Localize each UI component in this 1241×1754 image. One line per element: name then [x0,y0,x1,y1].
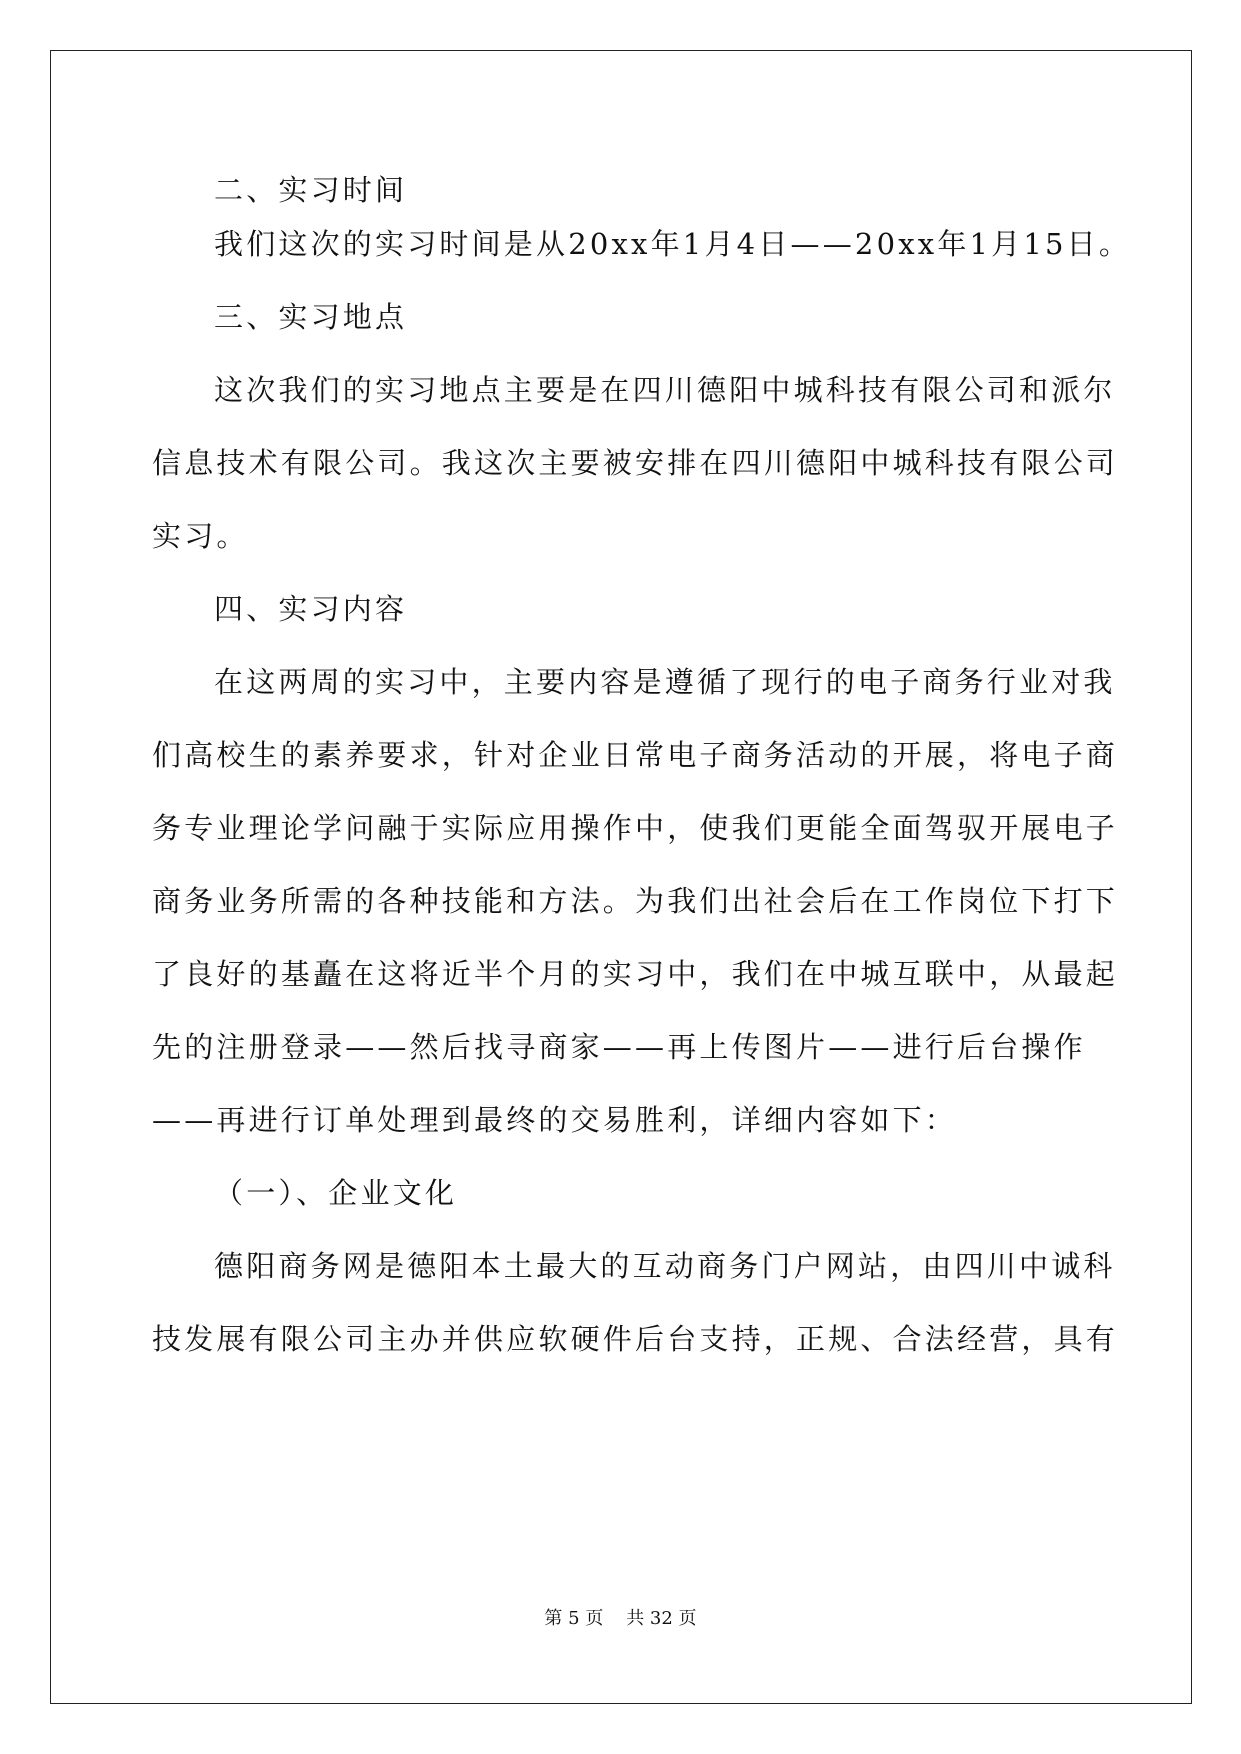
paragraph-line: 实习。 [152,519,249,553]
paragraph-line: 我们这次的实习时间是从20xx年1月4日——20xx年1月15日。 [214,227,1132,261]
paragraph-line: 这次我们的实习地点主要是在四川德阳中城科技有限公司和派尔 [214,373,1116,407]
heading-internship-time: 二、实习时间 [214,173,408,207]
paragraph-line: 务专业理论学问融于实际应用操作中，使我们更能全面驾驭开展电子 [152,811,1119,845]
paragraph-line: 德阳商务网是德阳本土最大的互动商务门户网站，由四川中诚科 [214,1249,1116,1283]
paragraph-line: 商务业务所需的各种技能和方法。为我们出社会后在工作岗位下打下 [152,884,1119,918]
paragraph-line: 在这两周的实习中，主要内容是遵循了现行的电子商务行业对我 [214,665,1116,699]
paragraph-line: ——再进行订单处理到最终的交易胜利，详细内容如下： [152,1103,958,1137]
heading-internship-location: 三、实习地点 [214,300,408,334]
page-number-footer: 第 5 页 共 32 页 [544,1608,697,1629]
heading-internship-content: 四、实习内容 [214,592,408,626]
paragraph-line: 信息技术有限公司。我这次主要被安排在四川德阳中城科技有限公司 [152,446,1119,480]
paragraph-line: 技发展有限公司主办并供应软硬件后台支持，正规、合法经营，具有 [152,1322,1119,1356]
paragraph-line: 先的注册登录——然后找寻商家——再上传图片——进行后台操作 [152,1030,1086,1064]
paragraph-line: 了良好的基矗在这将近半个月的实习中，我们在中城互联中，从最起 [152,957,1119,991]
subheading-corporate-culture: （一）、企业文化 [214,1176,458,1210]
paragraph-line: 们高校生的素养要求，针对企业日常电子商务活动的开展，将电子商 [152,738,1119,772]
